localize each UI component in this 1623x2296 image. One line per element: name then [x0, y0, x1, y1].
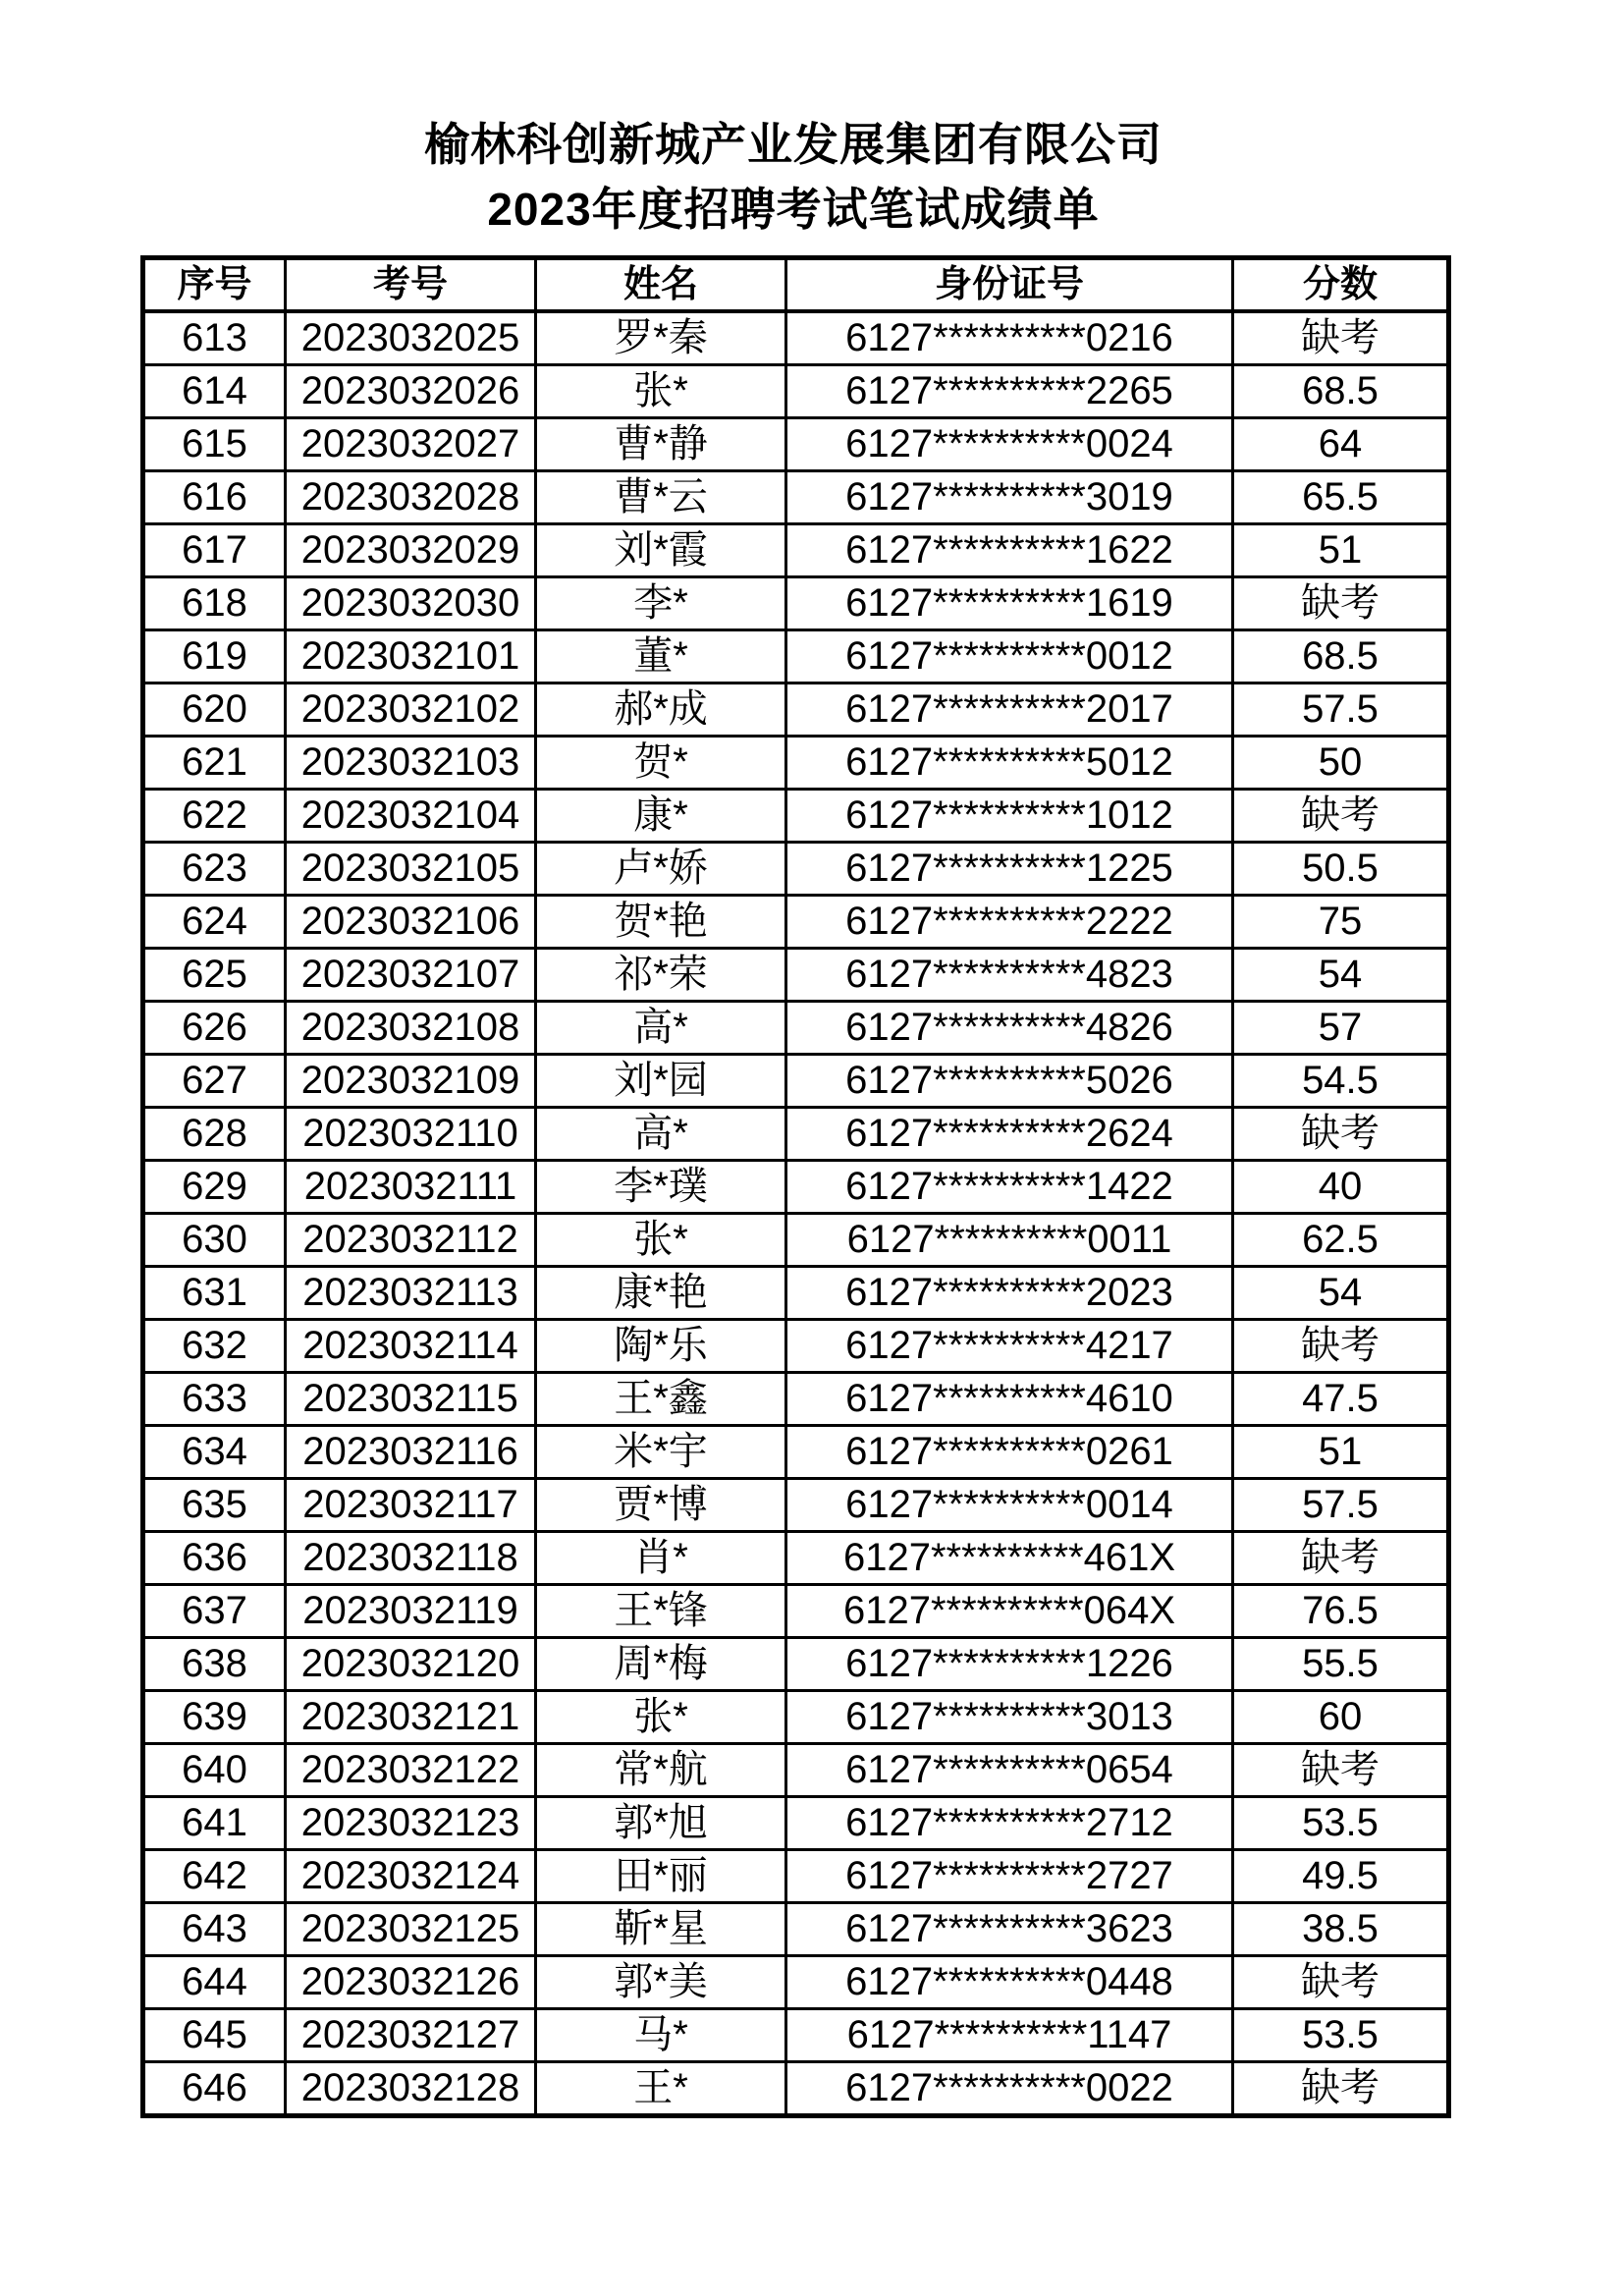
cell-id: 6127**********1619: [786, 576, 1233, 629]
cell-seq: 615: [143, 417, 286, 470]
cell-name: 董*: [536, 629, 786, 683]
cell-name: 曹*云: [536, 470, 786, 523]
cell-exam-no: 2023032105: [286, 842, 536, 895]
table-body: [143, 311, 1449, 2116]
cell-exam-no: 2023032102: [286, 683, 536, 736]
cell-score: 缺考: [1233, 1319, 1449, 1372]
cell-score: 38.5: [1233, 1902, 1449, 1955]
cell-exam-no: 2023032106: [286, 895, 536, 948]
cell-id: 6127**********1225: [786, 842, 1233, 895]
cell-seq: 645: [143, 2008, 286, 2061]
cell-exam-no: 2023032027: [286, 417, 536, 470]
cell-seq: 617: [143, 523, 286, 576]
cell-score: 缺考: [1233, 311, 1449, 365]
table-row: [143, 1902, 1449, 1955]
table-row: [143, 1584, 1449, 1637]
cell-score: 57.5: [1233, 683, 1449, 736]
cell-score: 65.5: [1233, 470, 1449, 523]
cell-score: 75: [1233, 895, 1449, 948]
cell-seq: 644: [143, 1955, 286, 2008]
cell-id: 6127**********2624: [786, 1107, 1233, 1160]
cell-seq: 616: [143, 470, 286, 523]
cell-id: 6127**********1226: [786, 1637, 1233, 1690]
table-row: [143, 576, 1449, 629]
table-row: [143, 1160, 1449, 1213]
cell-score: 缺考: [1233, 2061, 1449, 2115]
cell-seq: 640: [143, 1743, 286, 1796]
cell-exam-no: 2023032112: [286, 1213, 536, 1266]
cell-exam-no: 2023032121: [286, 1690, 536, 1743]
cell-name: 郭*旭: [536, 1796, 786, 1849]
cell-seq: 637: [143, 1584, 286, 1637]
cell-seq: 630: [143, 1213, 286, 1266]
table-row: [143, 1266, 1449, 1319]
cell-exam-no: 2023032101: [286, 629, 536, 683]
cell-name: 刘*霞: [536, 523, 786, 576]
cell-exam-no: 2023032119: [286, 1584, 536, 1637]
header-exam-no: 考号: [286, 257, 536, 311]
table-row: [143, 1637, 1449, 1690]
table-row: [143, 311, 1449, 365]
table-row: [143, 629, 1449, 683]
cell-id: 6127**********064X: [786, 1584, 1233, 1637]
cell-id: 6127**********1147: [786, 2008, 1233, 2061]
cell-id: 6127**********3019: [786, 470, 1233, 523]
table-row: [143, 1478, 1449, 1531]
cell-score: 50.5: [1233, 842, 1449, 895]
cell-id: 6127**********2023: [786, 1266, 1233, 1319]
cell-score: 缺考: [1233, 576, 1449, 629]
cell-exam-no: 2023032124: [286, 1849, 536, 1902]
table-row: [143, 1743, 1449, 1796]
cell-score: 68.5: [1233, 629, 1449, 683]
cell-score: 缺考: [1233, 1107, 1449, 1160]
cell-exam-no: 2023032108: [286, 1001, 536, 1054]
cell-exam-no: 2023032120: [286, 1637, 536, 1690]
cell-score: 51: [1233, 523, 1449, 576]
cell-exam-no: 2023032113: [286, 1266, 536, 1319]
cell-id: 6127**********0012: [786, 629, 1233, 683]
cell-name: 卢*娇: [536, 842, 786, 895]
cell-id: 6127**********0022: [786, 2061, 1233, 2115]
cell-id: 6127**********2222: [786, 895, 1233, 948]
cell-exam-no: 2023032117: [286, 1478, 536, 1531]
cell-name: 陶*乐: [536, 1319, 786, 1372]
cell-name: 王*锋: [536, 1584, 786, 1637]
cell-score: 40: [1233, 1160, 1449, 1213]
cell-seq: 639: [143, 1690, 286, 1743]
cell-id: 6127**********3013: [786, 1690, 1233, 1743]
cell-seq: 643: [143, 1902, 286, 1955]
cell-score: 51: [1233, 1425, 1449, 1478]
cell-name: 康*艳: [536, 1266, 786, 1319]
cell-score: 68.5: [1233, 364, 1449, 417]
cell-id: 6127**********0448: [786, 1955, 1233, 2008]
cell-exam-no: 2023032127: [286, 2008, 536, 2061]
cell-name: 张*: [536, 1213, 786, 1266]
cell-name: 李*: [536, 576, 786, 629]
cell-score: 50: [1233, 736, 1449, 789]
cell-seq: 636: [143, 1531, 286, 1584]
table-row: [143, 1213, 1449, 1266]
table-row: [143, 470, 1449, 523]
cell-id: 6127**********461X: [786, 1531, 1233, 1584]
cell-id: 6127**********2265: [786, 364, 1233, 417]
cell-score: 57.5: [1233, 1478, 1449, 1531]
table-row: [143, 1425, 1449, 1478]
cell-name: 郭*美: [536, 1955, 786, 2008]
cell-score: 53.5: [1233, 2008, 1449, 2061]
cell-score: 60: [1233, 1690, 1449, 1743]
table-row: [143, 1319, 1449, 1372]
scores-table: [140, 255, 1451, 2118]
cell-exam-no: 2023032104: [286, 789, 536, 842]
cell-exam-no: 2023032125: [286, 1902, 536, 1955]
cell-name: 常*航: [536, 1743, 786, 1796]
document-title: 榆林科创新城产业发展集团有限公司: [424, 119, 1163, 170]
cell-seq: 626: [143, 1001, 286, 1054]
cell-score: 55.5: [1233, 1637, 1449, 1690]
cell-exam-no: 2023032107: [286, 948, 536, 1001]
cell-seq: 614: [143, 364, 286, 417]
cell-exam-no: 2023032025: [286, 311, 536, 365]
cell-score: 53.5: [1233, 1796, 1449, 1849]
header-seq: 序号: [143, 257, 286, 311]
cell-score: 54: [1233, 1266, 1449, 1319]
cell-seq: 620: [143, 683, 286, 736]
table-row: [143, 948, 1449, 1001]
table-row: [143, 1054, 1449, 1107]
cell-id: 6127**********2727: [786, 1849, 1233, 1902]
cell-name: 张*: [536, 1690, 786, 1743]
cell-exam-no: 2023032116: [286, 1425, 536, 1478]
header-name: 姓名: [536, 257, 786, 311]
table-row: [143, 842, 1449, 895]
cell-exam-no: 2023032026: [286, 364, 536, 417]
cell-seq: 624: [143, 895, 286, 948]
cell-name: 祁*荣: [536, 948, 786, 1001]
cell-seq: 628: [143, 1107, 286, 1160]
cell-seq: 619: [143, 629, 286, 683]
cell-name: 米*宇: [536, 1425, 786, 1478]
table-header-row: [143, 257, 1449, 311]
cell-name: 张*: [536, 364, 786, 417]
cell-exam-no: 2023032029: [286, 523, 536, 576]
cell-id: 6127**********3623: [786, 1902, 1233, 1955]
cell-exam-no: 2023032111: [286, 1160, 536, 1213]
cell-score: 54.5: [1233, 1054, 1449, 1107]
cell-seq: 641: [143, 1796, 286, 1849]
cell-exam-no: 2023032128: [286, 2061, 536, 2115]
cell-exam-no: 2023032115: [286, 1372, 536, 1425]
cell-name: 罗*秦: [536, 311, 786, 365]
table-row: [143, 1107, 1449, 1160]
cell-seq: 627: [143, 1054, 286, 1107]
cell-exam-no: 2023032114: [286, 1319, 536, 1372]
cell-score: 57: [1233, 1001, 1449, 1054]
cell-seq: 625: [143, 948, 286, 1001]
cell-score: 缺考: [1233, 1955, 1449, 2008]
cell-id: 6127**********4826: [786, 1001, 1233, 1054]
cell-id: 6127**********0216: [786, 311, 1233, 365]
cell-name: 郝*成: [536, 683, 786, 736]
cell-score: 47.5: [1233, 1372, 1449, 1425]
cell-name: 王*鑫: [536, 1372, 786, 1425]
cell-seq: 623: [143, 842, 286, 895]
cell-name: 靳*星: [536, 1902, 786, 1955]
cell-name: 曹*静: [536, 417, 786, 470]
cell-id: 6127**********2017: [786, 683, 1233, 736]
cell-seq: 638: [143, 1637, 286, 1690]
cell-exam-no: 2023032118: [286, 1531, 536, 1584]
cell-score: 76.5: [1233, 1584, 1449, 1637]
table-row: [143, 789, 1449, 842]
table-row: [143, 364, 1449, 417]
cell-name: 王*: [536, 2061, 786, 2115]
table-row: [143, 1955, 1449, 2008]
cell-score: 缺考: [1233, 789, 1449, 842]
cell-exam-no: 2023032028: [286, 470, 536, 523]
cell-name: 马*: [536, 2008, 786, 2061]
cell-exam-no: 2023032122: [286, 1743, 536, 1796]
cell-exam-no: 2023032030: [286, 576, 536, 629]
cell-score: 缺考: [1233, 1531, 1449, 1584]
cell-id: 6127**********4217: [786, 1319, 1233, 1372]
cell-seq: 613: [143, 311, 286, 365]
cell-exam-no: 2023032109: [286, 1054, 536, 1107]
cell-id: 6127**********2712: [786, 1796, 1233, 1849]
cell-name: 肖*: [536, 1531, 786, 1584]
cell-seq: 635: [143, 1478, 286, 1531]
header-id: 身份证号: [786, 257, 1233, 311]
cell-seq: 631: [143, 1266, 286, 1319]
cell-score: 62.5: [1233, 1213, 1449, 1266]
cell-id: 6127**********1012: [786, 789, 1233, 842]
cell-id: 6127**********1622: [786, 523, 1233, 576]
cell-name: 李*璞: [536, 1160, 786, 1213]
header-score: 分数: [1233, 257, 1449, 311]
cell-name: 贺*: [536, 736, 786, 789]
document-subtitle: 2023年度招聘考试笔试成绩单: [487, 183, 1100, 235]
table-row: [143, 895, 1449, 948]
cell-id: 6127**********0024: [786, 417, 1233, 470]
cell-seq: 632: [143, 1319, 286, 1372]
cell-name: 刘*园: [536, 1054, 786, 1107]
cell-name: 高*: [536, 1001, 786, 1054]
cell-exam-no: 2023032110: [286, 1107, 536, 1160]
cell-id: 6127**********4823: [786, 948, 1233, 1001]
cell-seq: 618: [143, 576, 286, 629]
cell-name: 高*: [536, 1107, 786, 1160]
cell-id: 6127**********4610: [786, 1372, 1233, 1425]
cell-seq: 642: [143, 1849, 286, 1902]
cell-seq: 633: [143, 1372, 286, 1425]
table-row: [143, 1849, 1449, 1902]
cell-id: 6127**********0011: [786, 1213, 1233, 1266]
cell-seq: 646: [143, 2061, 286, 2115]
table-row: [143, 1531, 1449, 1584]
cell-name: 贺*艳: [536, 895, 786, 948]
cell-id: 6127**********0654: [786, 1743, 1233, 1796]
cell-seq: 634: [143, 1425, 286, 1478]
cell-score: 54: [1233, 948, 1449, 1001]
table-row: [143, 523, 1449, 576]
cell-exam-no: 2023032123: [286, 1796, 536, 1849]
table-row: [143, 2008, 1449, 2061]
table-row: [143, 1690, 1449, 1743]
document-content: [140, 116, 1446, 2118]
cell-name: 周*梅: [536, 1637, 786, 1690]
table-row: [143, 736, 1449, 789]
table-row: [143, 1796, 1449, 1849]
cell-exam-no: 2023032126: [286, 1955, 536, 2008]
cell-id: 6127**********5026: [786, 1054, 1233, 1107]
cell-seq: 621: [143, 736, 286, 789]
table-row: [143, 1001, 1449, 1054]
cell-id: 6127**********0261: [786, 1425, 1233, 1478]
cell-score: 缺考: [1233, 1743, 1449, 1796]
cell-score: 64: [1233, 417, 1449, 470]
cell-seq: 629: [143, 1160, 286, 1213]
cell-name: 贾*博: [536, 1478, 786, 1531]
table-row: [143, 683, 1449, 736]
table-row: [143, 2061, 1449, 2115]
cell-id: 6127**********0014: [786, 1478, 1233, 1531]
cell-seq: 622: [143, 789, 286, 842]
cell-name: 田*丽: [536, 1849, 786, 1902]
cell-name: 康*: [536, 789, 786, 842]
cell-id: 6127**********1422: [786, 1160, 1233, 1213]
cell-exam-no: 2023032103: [286, 736, 536, 789]
cell-id: 6127**********5012: [786, 736, 1233, 789]
table-row: [143, 1372, 1449, 1425]
table-row: [143, 417, 1449, 470]
cell-score: 49.5: [1233, 1849, 1449, 1902]
